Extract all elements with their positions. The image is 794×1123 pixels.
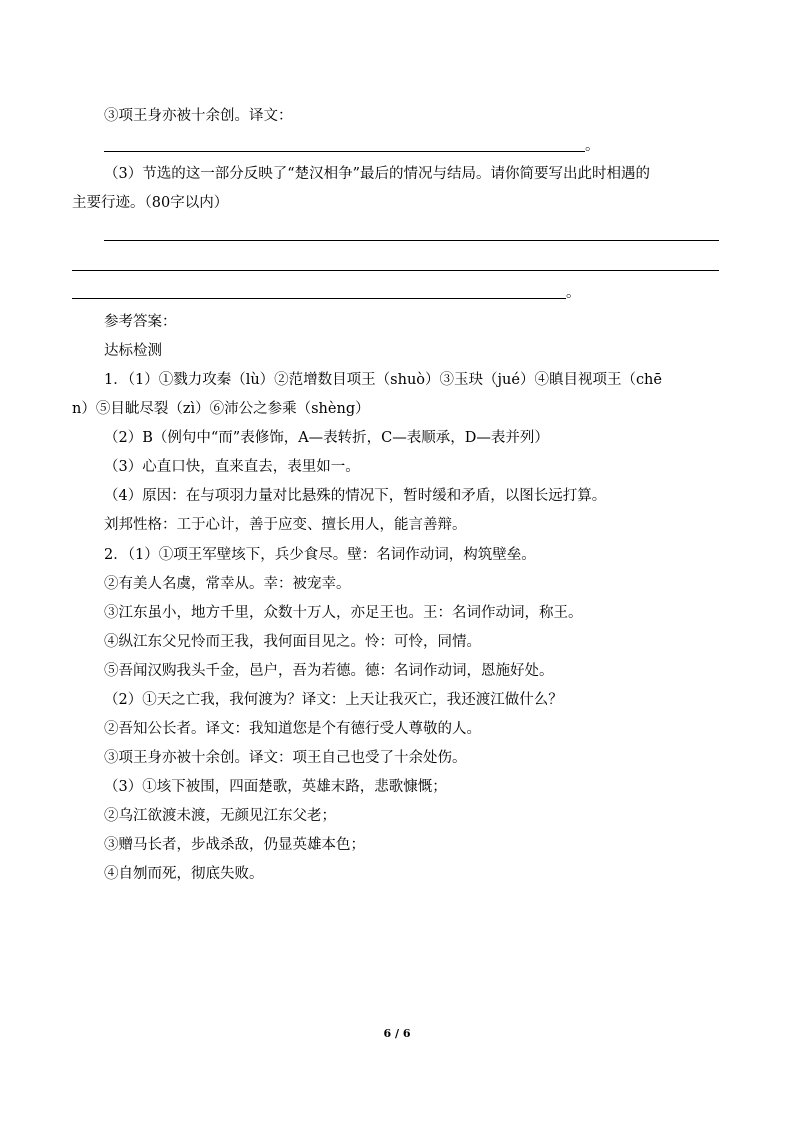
question-3-prompt-line-1: （3）节选的这一部分反映了“楚汉相争”最后的情况与结局。请你简要写出此时相遇的: [104, 166, 651, 182]
answer-line: ②有美人名虞，常幸从。幸：被宠幸。: [104, 576, 351, 592]
answer-line: ②吾知公长者。译文：我知道您是个有德行受人尊敬的人。: [104, 721, 481, 737]
answer-line: ④纵江东父兄怜而王我，我何面目见之。怜：可怜，同情。: [104, 634, 481, 650]
answer-blank-line[interactable]: [72, 298, 566, 299]
answer-line: 1．（1）①戮力攻秦（lù）②范增数目项王（shuò）③玉玦（jué）④瞋目视项王（chē: [104, 372, 662, 388]
answer-line: n）⑤目眦尽裂（zì）⑥沛公之参乘（shèng）: [72, 401, 370, 417]
answers-section-title: 达标检测: [104, 343, 162, 359]
answer-line: （2）B（例句中“而”表修饰，A—表转折，C—表顺承，D—表并列）: [104, 430, 549, 446]
question-3-item-3: ③项王身亦被十余创。译文：: [104, 108, 293, 124]
question-3-prompt-line-2: 主要行迹。（80字以内）: [72, 195, 229, 211]
answer-blank-period: 。: [585, 138, 600, 154]
answer-line: （4）原因：在与项羽力量对比悬殊的情况下，暂时缓和矛盾，以图长远打算。: [104, 488, 607, 504]
answer-line: （2）①天之亡我，我何渡为？译文：上天让我灭亡，我还渡江做什么？: [104, 692, 563, 708]
answer-line: ③赠马长者，步战杀敌，仍显英雄本色；: [104, 837, 365, 853]
answer-line: ⑤吾闻汉购我头千金，邑户，吾为若德。德：名词作动词，恩施好处。: [104, 663, 554, 679]
answer-line: ③项王身亦被十余创。译文：项王自己也受了十余处伤。: [104, 750, 467, 766]
answer-line: 刘邦性格：工于心计，善于应变、擅长用人，能言善辩。: [104, 517, 467, 533]
answer-line: （3）心直口快，直来直去，表里如一。: [104, 459, 360, 475]
answer-line: ④自刎而死，彻底失败。: [104, 866, 264, 882]
page-number: 6 / 6: [383, 1027, 411, 1040]
answer-blank-period: 。: [566, 285, 581, 301]
answer-line: 2．（1）①项王军壁垓下，兵少食尽。壁：名词作动词，构筑壁垒。: [104, 547, 536, 563]
answers-heading: 参考答案：: [104, 314, 177, 330]
answer-line: ③江东虽小，地方千里，众数十万人，亦足王也。王：名词作动词，称王。: [104, 605, 583, 621]
answer-blank-line[interactable]: [104, 151, 585, 152]
answer-blank-line[interactable]: [72, 270, 719, 271]
answer-blank-line[interactable]: [104, 240, 719, 241]
answer-line: （3）①垓下被围，四面楚歌，英雄末路，悲歌慷慨；: [104, 779, 447, 795]
answer-line: ②乌江欲渡未渡，无颜见江东父老；: [104, 808, 336, 824]
